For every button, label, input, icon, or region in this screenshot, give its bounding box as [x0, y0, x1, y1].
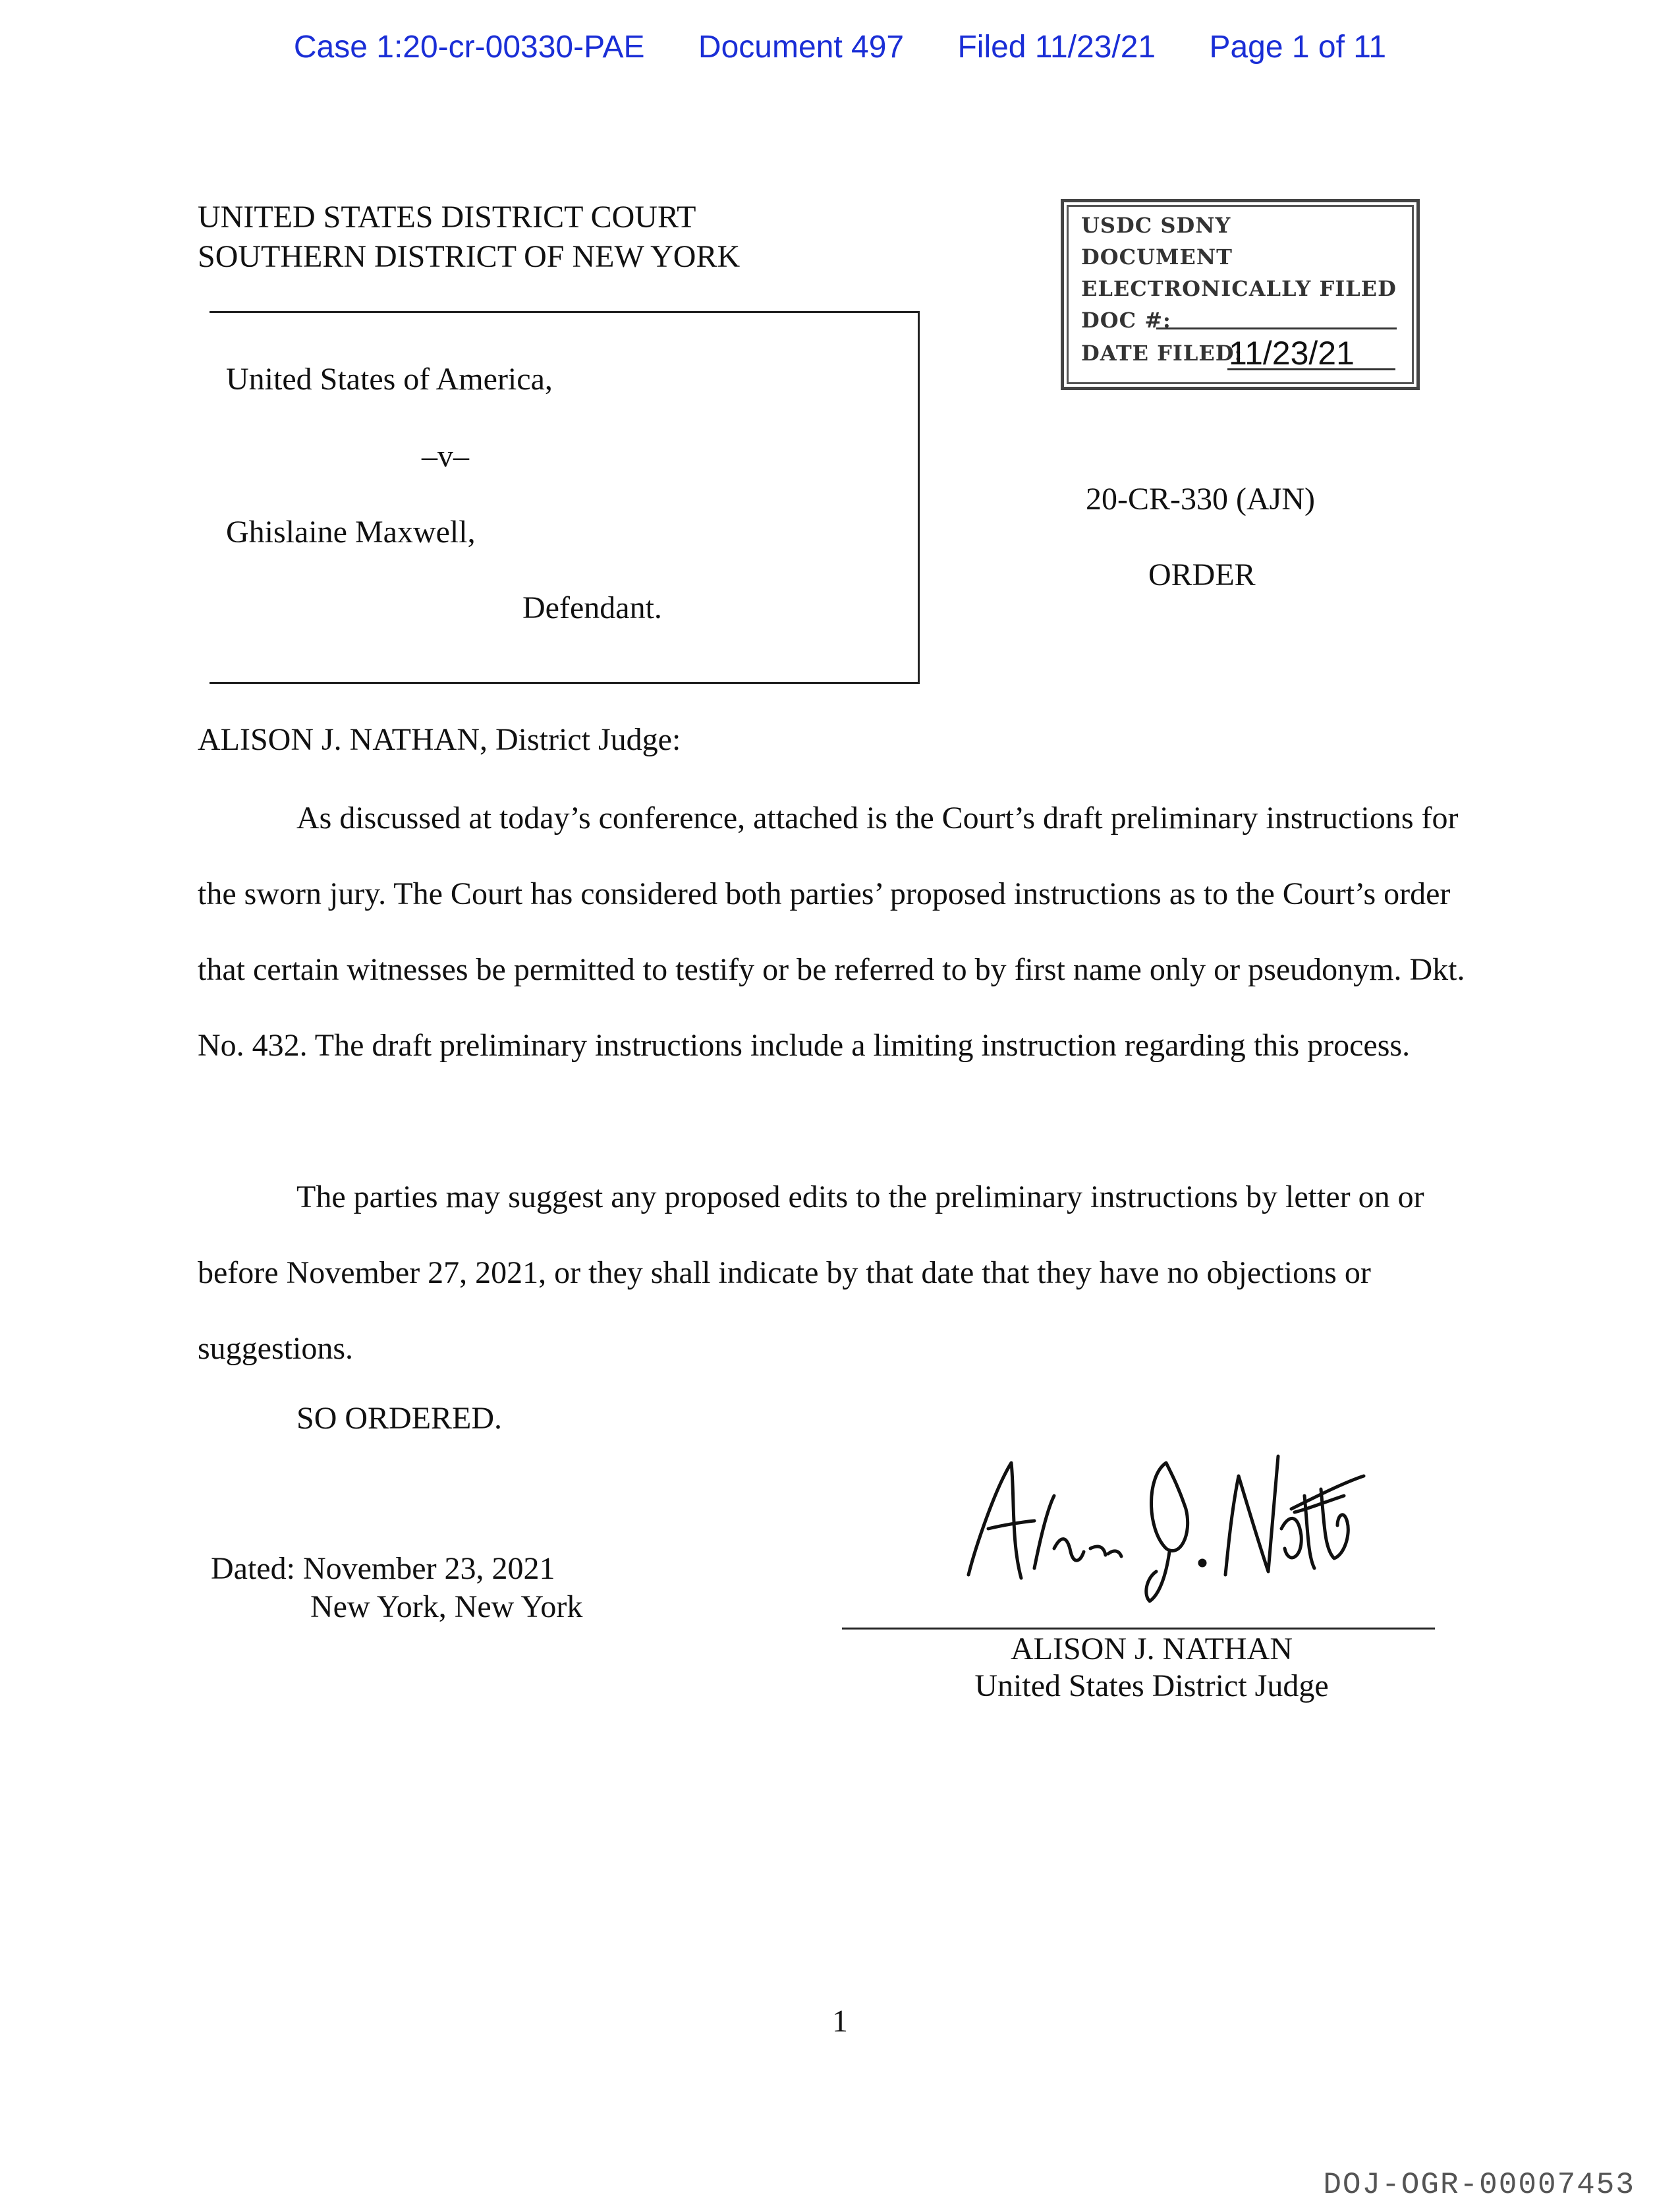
case-number: 20-CR-330 (AJN) — [1086, 482, 1315, 517]
body-paragraph-1 — [198, 780, 1482, 1083]
bates-number: DOJ-OGR-00007453 — [1323, 2168, 1635, 2202]
handwritten-signature — [949, 1436, 1370, 1614]
stamp-doc-number-line — [1156, 327, 1397, 329]
judge-heading: ALISON J. NATHAN, District Judge: — [198, 722, 681, 757]
signer-name: ALISON J. NATHAN — [1011, 1631, 1293, 1666]
filing-stamp — [1061, 199, 1420, 390]
signature-line — [842, 1628, 1435, 1630]
court-line-2: SOUTHERN DISTRICT OF NEW YORK — [198, 239, 741, 274]
document-number-header: Document 497 — [698, 30, 905, 65]
signature-block — [842, 1631, 1461, 1705]
dated-date: November 23, 2021 — [302, 1551, 555, 1586]
page-count-header: Page 1 of 11 — [1209, 30, 1387, 65]
court-name — [198, 198, 740, 277]
stamp-electronic: ELECTRONICALLY FILED — [1081, 276, 1397, 301]
versus-label: –v– — [422, 439, 469, 474]
page-number: 1 — [832, 2004, 848, 2039]
paragraph-text: As discussed at today’s conference, attached is the Court’s draft preliminary instructions for the sworn jury. The Court has considered both parties’ proposed instructions as to the Court’s order that certain witnesses be permitted to testify or be referred to by first name only or pseudonym. Dkt. No. 432. The draft preliminary instructions include a limiting instruction regarding this process. — [198, 801, 1465, 1063]
stamp-date-value: 11/23/21 — [1229, 335, 1355, 372]
stamp-date-filed: DATE FILED: — [1081, 341, 1243, 366]
plaintiff-name: United States of America, — [226, 362, 553, 397]
filed-date-header: Filed 11/23/21 — [957, 30, 1156, 65]
dated-block — [211, 1550, 582, 1626]
court-line-1: UNITED STATES DISTRICT COURT — [198, 200, 696, 235]
stamp-court: USDC SDNY — [1081, 213, 1231, 238]
document-type: ORDER — [1148, 557, 1256, 592]
dated-label: Dated: — [211, 1551, 295, 1586]
paragraph-text: The parties may suggest any proposed edits to the preliminary instructions by letter on or before November 27, 2021, or they shall indicate by that date that they have no objections or suggestions. — [198, 1179, 1424, 1366]
defendant-label: Defendant. — [522, 590, 662, 625]
signer-title: United States District Judge — [974, 1668, 1329, 1703]
stamp-document: DOCUMENT — [1081, 244, 1233, 269]
stamp-date-line — [1227, 368, 1395, 370]
body-paragraph-2 — [198, 1159, 1482, 1386]
case-number-header: Case 1:20-cr-00330-PAE — [293, 30, 645, 65]
so-ordered: SO ORDERED. — [296, 1401, 503, 1436]
dated-place: New York, New York — [310, 1589, 583, 1624]
ecf-header — [0, 29, 1680, 65]
stamp-doc-number: DOC #: — [1081, 308, 1171, 333]
defendant-name: Ghislaine Maxwell, — [226, 515, 476, 550]
